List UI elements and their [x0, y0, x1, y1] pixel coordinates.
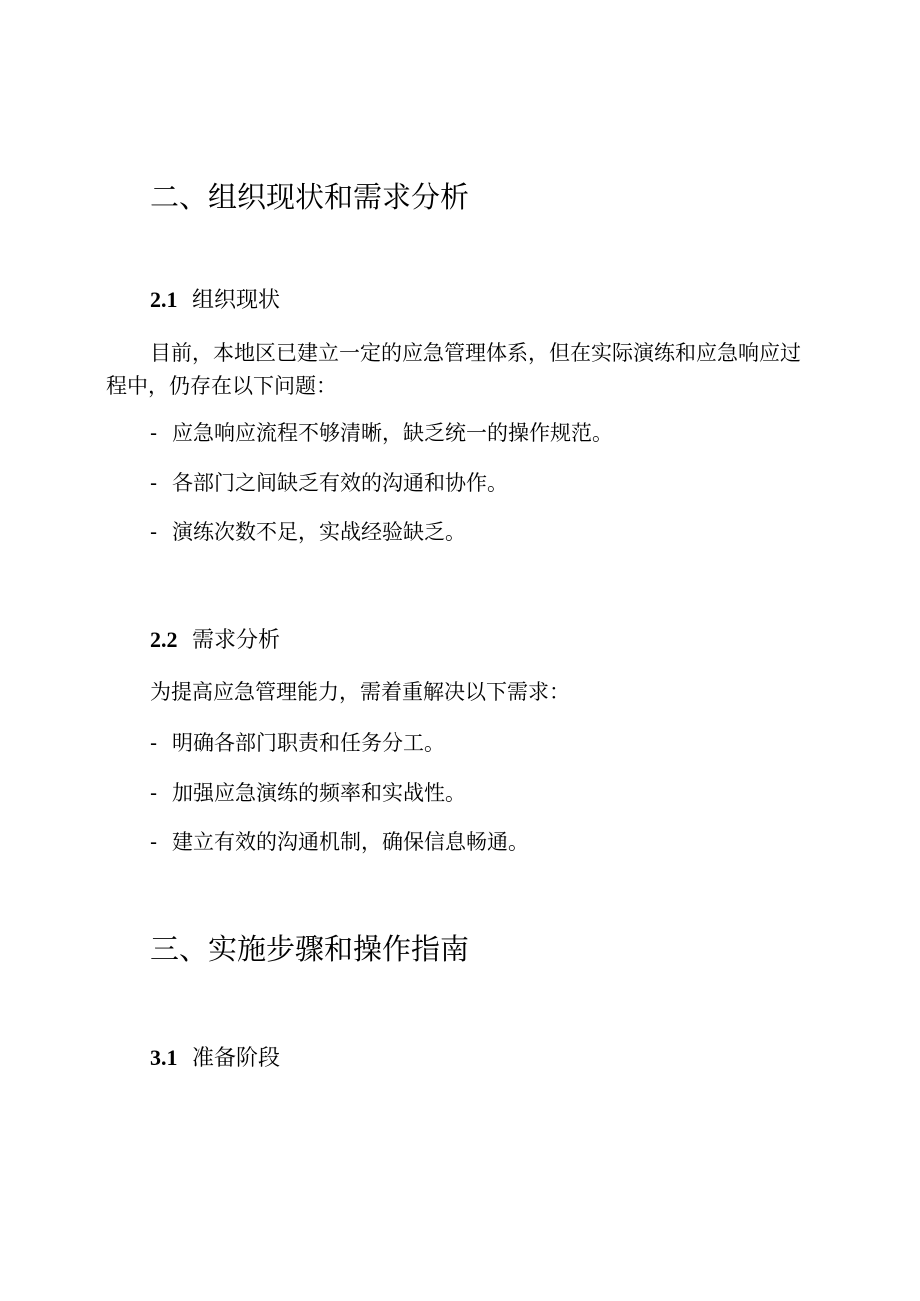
subsection-number: 2.2 [150, 627, 178, 652]
list-item [150, 729, 445, 757]
bullet-marker: - [150, 731, 158, 755]
list-item-text: 加强应急演练的频率和实战性。 [172, 781, 466, 805]
subsection-number: 3.1 [150, 1045, 178, 1070]
list-item-text: 演练次数不足，实战经验缺乏。 [172, 520, 466, 544]
list-item [150, 419, 613, 447]
list-item [150, 469, 508, 497]
subsection-title: 准备阶段 [192, 1046, 281, 1071]
list-item [150, 779, 466, 807]
subsection-title: 组织现状 [192, 288, 281, 313]
bullet-marker: - [150, 421, 158, 445]
list-item [150, 828, 529, 856]
subsection-heading-3-1 [150, 1044, 280, 1073]
list-item [150, 518, 466, 546]
list-item-text: 明确各部门职责和任务分工。 [172, 731, 445, 755]
subsection-number: 2.1 [150, 287, 178, 312]
list-item-text: 各部门之间缺乏有效的沟通和协作。 [172, 471, 508, 495]
bullet-marker: - [150, 471, 158, 495]
paragraph-status: 目前，本地区已建立一定的应急管理体系，但在实际演练和应急响应过程中，仍存在以下问题： [106, 341, 801, 398]
bullet-marker: - [150, 520, 158, 544]
subsection-heading-2-1 [150, 286, 280, 315]
section-heading-2: 二、组织现状和需求分析 [150, 180, 470, 214]
subsection-heading-2-2 [150, 626, 280, 655]
subsection-title: 需求分析 [192, 628, 281, 653]
bullet-marker: - [150, 781, 158, 805]
section-heading-3: 三、实施步骤和操作指南 [150, 932, 470, 966]
bullet-marker: - [150, 830, 158, 854]
list-item-text: 建立有效的沟通机制，确保信息畅通。 [172, 830, 529, 854]
list-item-text: 应急响应流程不够清晰，缺乏统一的操作规范。 [172, 421, 613, 445]
paragraph-needs: 为提高应急管理能力，需着重解决以下需求： [150, 680, 570, 704]
